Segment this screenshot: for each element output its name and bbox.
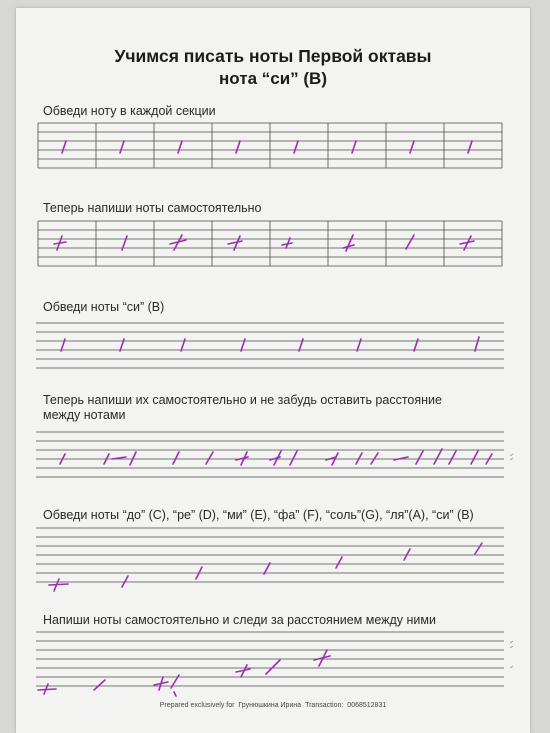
section-6-note-strokes: [38, 650, 330, 696]
worksheet-title: Учимся писать ноты Первой октавы: [114, 46, 432, 66]
staff-4: [36, 432, 504, 477]
section-6-instruction: Напиши ноты самостоятельно и следи за расстоянием между ними: [43, 613, 436, 627]
footer-name: Грунюшкина Ирина: [238, 702, 302, 709]
section-3-note-strokes: [61, 337, 479, 351]
section-4-instruction-line2: между нотами: [43, 408, 126, 422]
section-2-note-strokes: [54, 235, 474, 251]
section-3-instruction: Обведи ноты “си” (В): [43, 300, 165, 314]
section-4-instruction-line1: Теперь напиши их самостоятельно и не забудь оставить расстояние: [43, 393, 442, 407]
footer-credit: [16, 702, 530, 709]
staff-3: [36, 323, 504, 368]
staff-6: [36, 632, 504, 686]
worksheet-page: [16, 8, 530, 733]
staff-2: [38, 221, 502, 266]
worksheet-subtitle: нота “си” (В): [219, 69, 327, 88]
staff-5: [36, 528, 504, 582]
section-5-instruction: Обведи ноты “до” (С), “ре” (D), “ми” (Е), “фа” (F), “соль”(G), “ля”(А), “си” (В): [43, 508, 474, 522]
section-5-note-strokes: [49, 543, 482, 591]
section-1-note-strokes: [62, 141, 472, 153]
staff-1: [38, 123, 502, 168]
edge-marks: [510, 454, 513, 668]
footer-prefix: Prepared exclusively for: [159, 702, 235, 709]
footer-transaction-id: 0068512831: [347, 702, 387, 709]
section-2-instruction: Теперь напиши ноты самостоятельно: [43, 201, 262, 215]
staff-lines-drawing: [16, 8, 530, 733]
section-4-note-strokes: [60, 449, 492, 465]
section-1-instruction: Обведи ноту в каждой секции: [43, 104, 216, 118]
footer-transaction-label: Transaction:: [305, 702, 344, 709]
